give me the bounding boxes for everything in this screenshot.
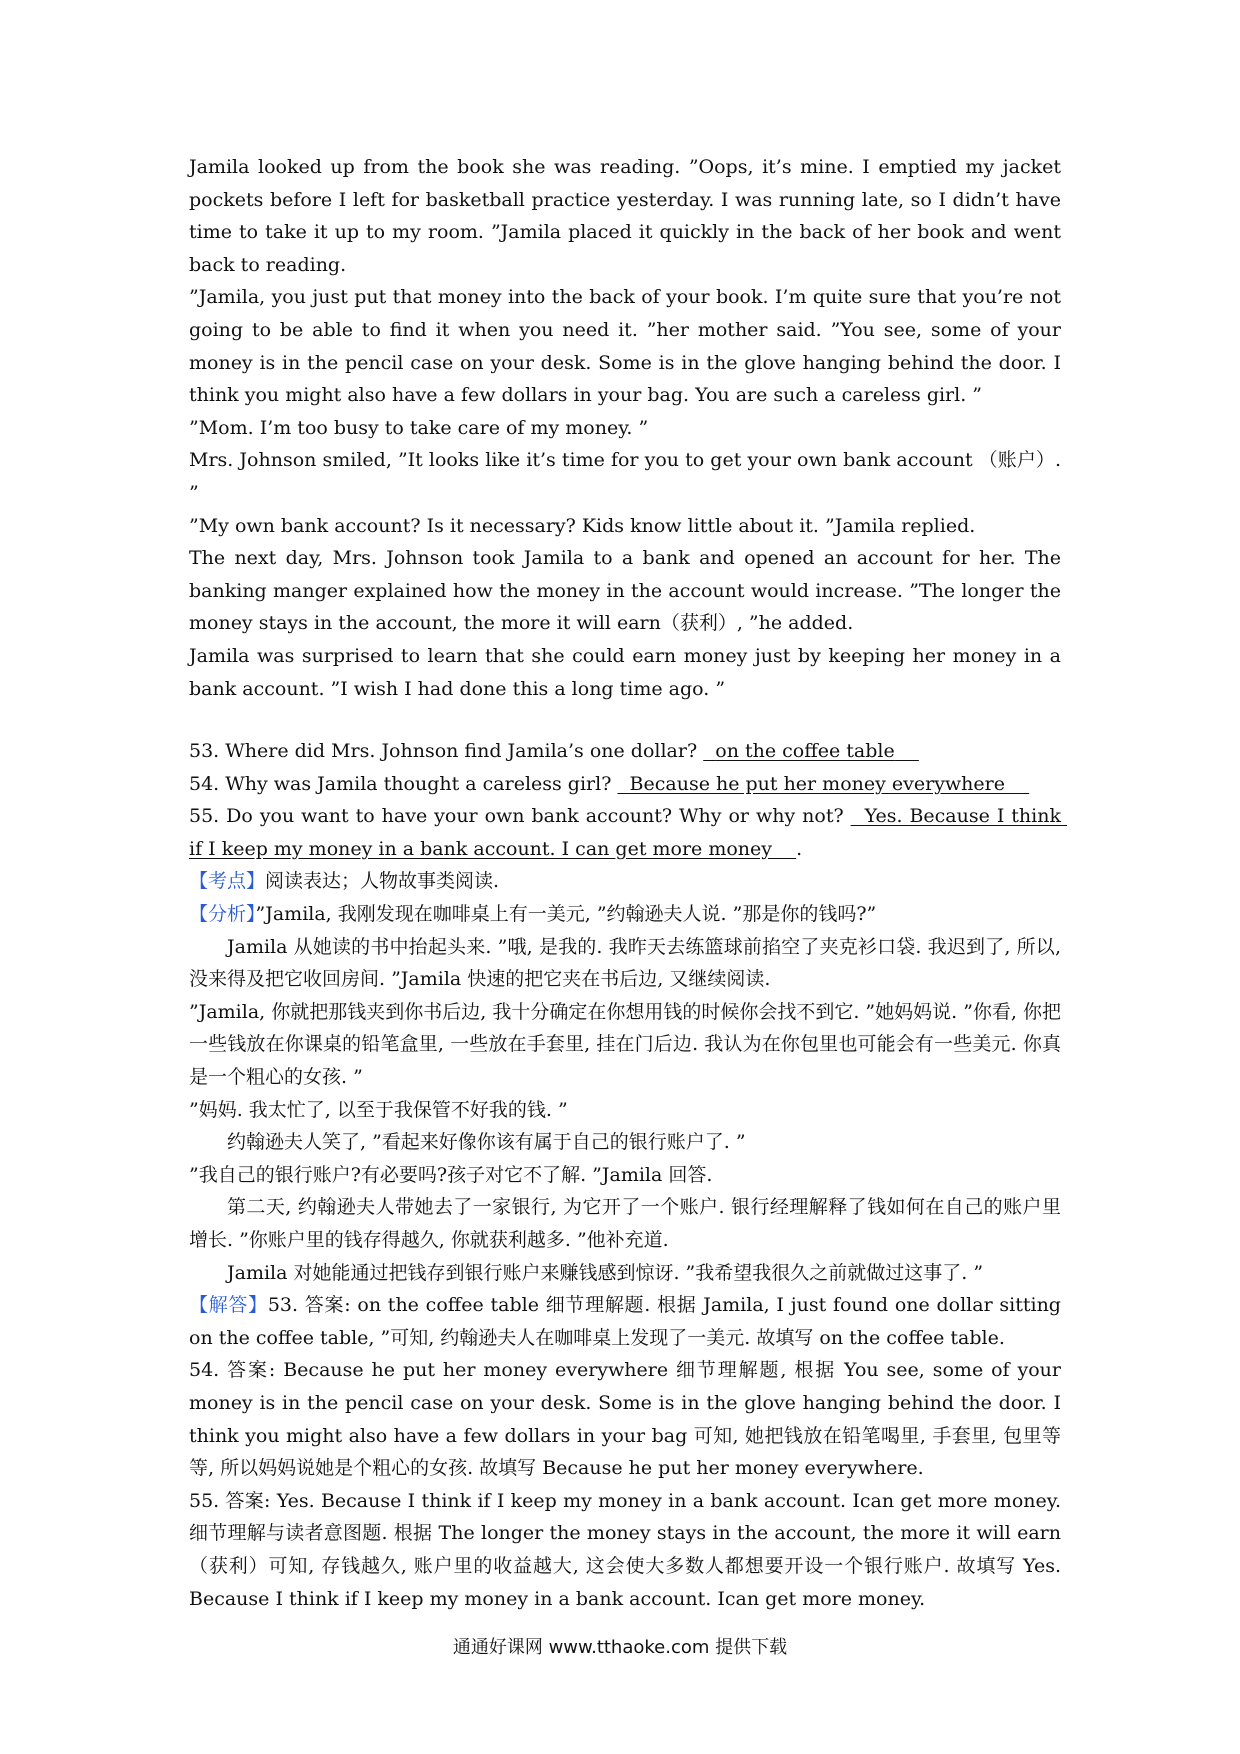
passage: [189, 151, 1061, 705]
question-prompt: 55. Do you want to have your own bank account? Why or why not?: [189, 805, 844, 828]
fenxi-paragraph: ”我自己的银行账户?有必要吗?孩子对它不了解. ”Jamila 回答.: [189, 1163, 713, 1186]
jieda-tag: 【解答】: [189, 1294, 268, 1317]
passage-paragraph: ”Jamila, you just put that money into the back of your book. I’m quite sure that you’re not going to be able to find it when you need it. ”her mother said. ”You see, some of your money is in the pencil case on your desk. Some is in the glove hanging behind the door. I think you might also have a few dollars in your bag. You are such a careless girl. ”: [189, 286, 1061, 407]
answer-blank: Because he put her money everywhere: [629, 772, 1005, 795]
passage-paragraph: ”My own bank account? Is it necessary? Kids know little about it. ”Jamila replied.: [189, 514, 976, 537]
jieda-paragraph: 55. 答案: Yes. Because I think if I keep my money in a bank account. Ican get more money. 细节理解与读者意图题. 根据 The longer the money stays in the account, the more it will earn（获利）可知, 存钱越久, 账户里的收益越大, 这会使大多数人都想要开设一个银行账户. 故填写 Yes. Because I think if I keep my money in a bank account. Ican get more money.: [189, 1489, 1061, 1610]
jieda-first-line: 【解答】53. 答案: on the coffee table 细节理解题. 根据 Jamila, I just found one dollar sitting on the coffee table, ”可知, 约翰逊夫人在咖啡桌上发现了一美元. 故填写 on the coffee table.: [189, 1294, 1061, 1349]
fenxi-section: [189, 898, 1061, 1289]
fenxi-paragraph: 约翰逊夫人笑了, ”看起来好像你该有属于自己的银行账户了. ”: [227, 1131, 746, 1154]
passage-paragraph: Jamila looked up from the book she was reading. ”Oops, it’s mine. I emptied my jacket pockets before I left for basketball practice yesterday. I was running late, so I didn’t have time to take it up to my room. ”Jamila placed it quickly in the back of her book and went back to reading.: [189, 156, 1061, 276]
answer-blank: Yes. Because I think if I keep my money in a bank account. I can get more money: [189, 805, 1068, 860]
section-gap: [189, 705, 1061, 735]
fenxi-paragraph: Jamila 对她能通过把钱存到银行账户来赚钱感到惊讶. ”我希望我很久之前就做过这事了. ”: [227, 1261, 984, 1284]
jieda-paragraph: 54. 答案: Because he put her money everywhere 细节理解题, 根据 You see, some of your money is in the pencil case on your desk. Some is in the glove hanging behind the door. I think you might also have a few dollars in your bag 可知, 她把钱放在铅笔喝里, 手套里, 包里等等, 所以妈妈说她是个粗心的女孩. 故填写 Because he put her money everywhere.: [189, 1359, 1061, 1480]
passage-paragraph: Mrs. Johnson smiled, ”It looks like it’s time for you to get your own bank account （账户）. ”: [189, 449, 1061, 504]
kaodian-section: [189, 865, 1061, 898]
question-prompt: 53. Where did Mrs. Johnson find Jamila’s one dollar?: [189, 740, 698, 763]
kaodian-tag: 【考点】: [189, 870, 266, 893]
fenxi-first-line: 【分析】”Jamila, 我刚发现在咖啡桌上有一美元, ”约翰逊夫人说. ”那是你的钱吗?”: [189, 903, 877, 926]
question-55: [189, 800, 1068, 865]
passage-paragraph: ”Mom. I’m too busy to take care of my money. ”: [189, 416, 649, 439]
jieda-section: [189, 1289, 1061, 1615]
answer-blank: on the coffee table: [715, 740, 895, 763]
questions: [189, 735, 1068, 865]
passage-paragraph: Jamila was surprised to learn that she could earn money just by keeping her money in a bank account. ”I wish I had done this a long time ago. ”: [189, 644, 1061, 700]
page-footer: 通通好课网 www.tthaoke.com 提供下载: [452, 1637, 788, 1658]
question-end: .: [796, 837, 803, 860]
fenxi-paragraph: ”妈妈. 我太忙了, 以至于我保管不好我的钱. ”: [189, 1098, 568, 1121]
fenxi-paragraph: ”Jamila, 你就把那钱夹到你书后边, 我十分确定在你想用钱的时候你会找不到它. ”她妈妈说. ”你看, 你把一些钱放在你课桌的铅笔盒里, 一些放在手套里, 挂在门后边. 我认为在你包里也可能会有一些美元. 你真是一个粗心的女孩. ”: [189, 1000, 1061, 1089]
question-prompt: 54. Why was Jamila thought a careless girl?: [189, 772, 612, 795]
fenxi-paragraph: Jamila 从她读的书中抬起头来. ”哦, 是我的. 我昨天去练篮球前掐空了夹克衫口袋. 我迟到了, 所以, 没来得及把它收回房间. ”Jamila 快速的把它夹在书后边, 又继续阅读.: [189, 935, 1061, 991]
kaodian-text: 阅读表达；人物故事类阅读.: [265, 870, 500, 893]
question-53: [189, 735, 1061, 768]
fenxi-tag: 【分析】: [189, 903, 256, 926]
passage-paragraph: The next day, Mrs. Johnson took Jamila to a bank and opened an account for her. The banking manger explained how the money in the account would increase. ”The longer the money stays in the account, the more it will earn（获利）, ”he added.: [189, 547, 1061, 635]
document-body: [189, 151, 1068, 1615]
question-54: [189, 768, 1061, 801]
fenxi-paragraph: 第二天, 约翰逊夫人带她去了一家银行, 为它开了一个账户. 银行经理解释了钱如何在自己的账户里增长. ”你账户里的钱存得越久, 你就获利越多. ”他补充道.: [189, 1196, 1061, 1251]
